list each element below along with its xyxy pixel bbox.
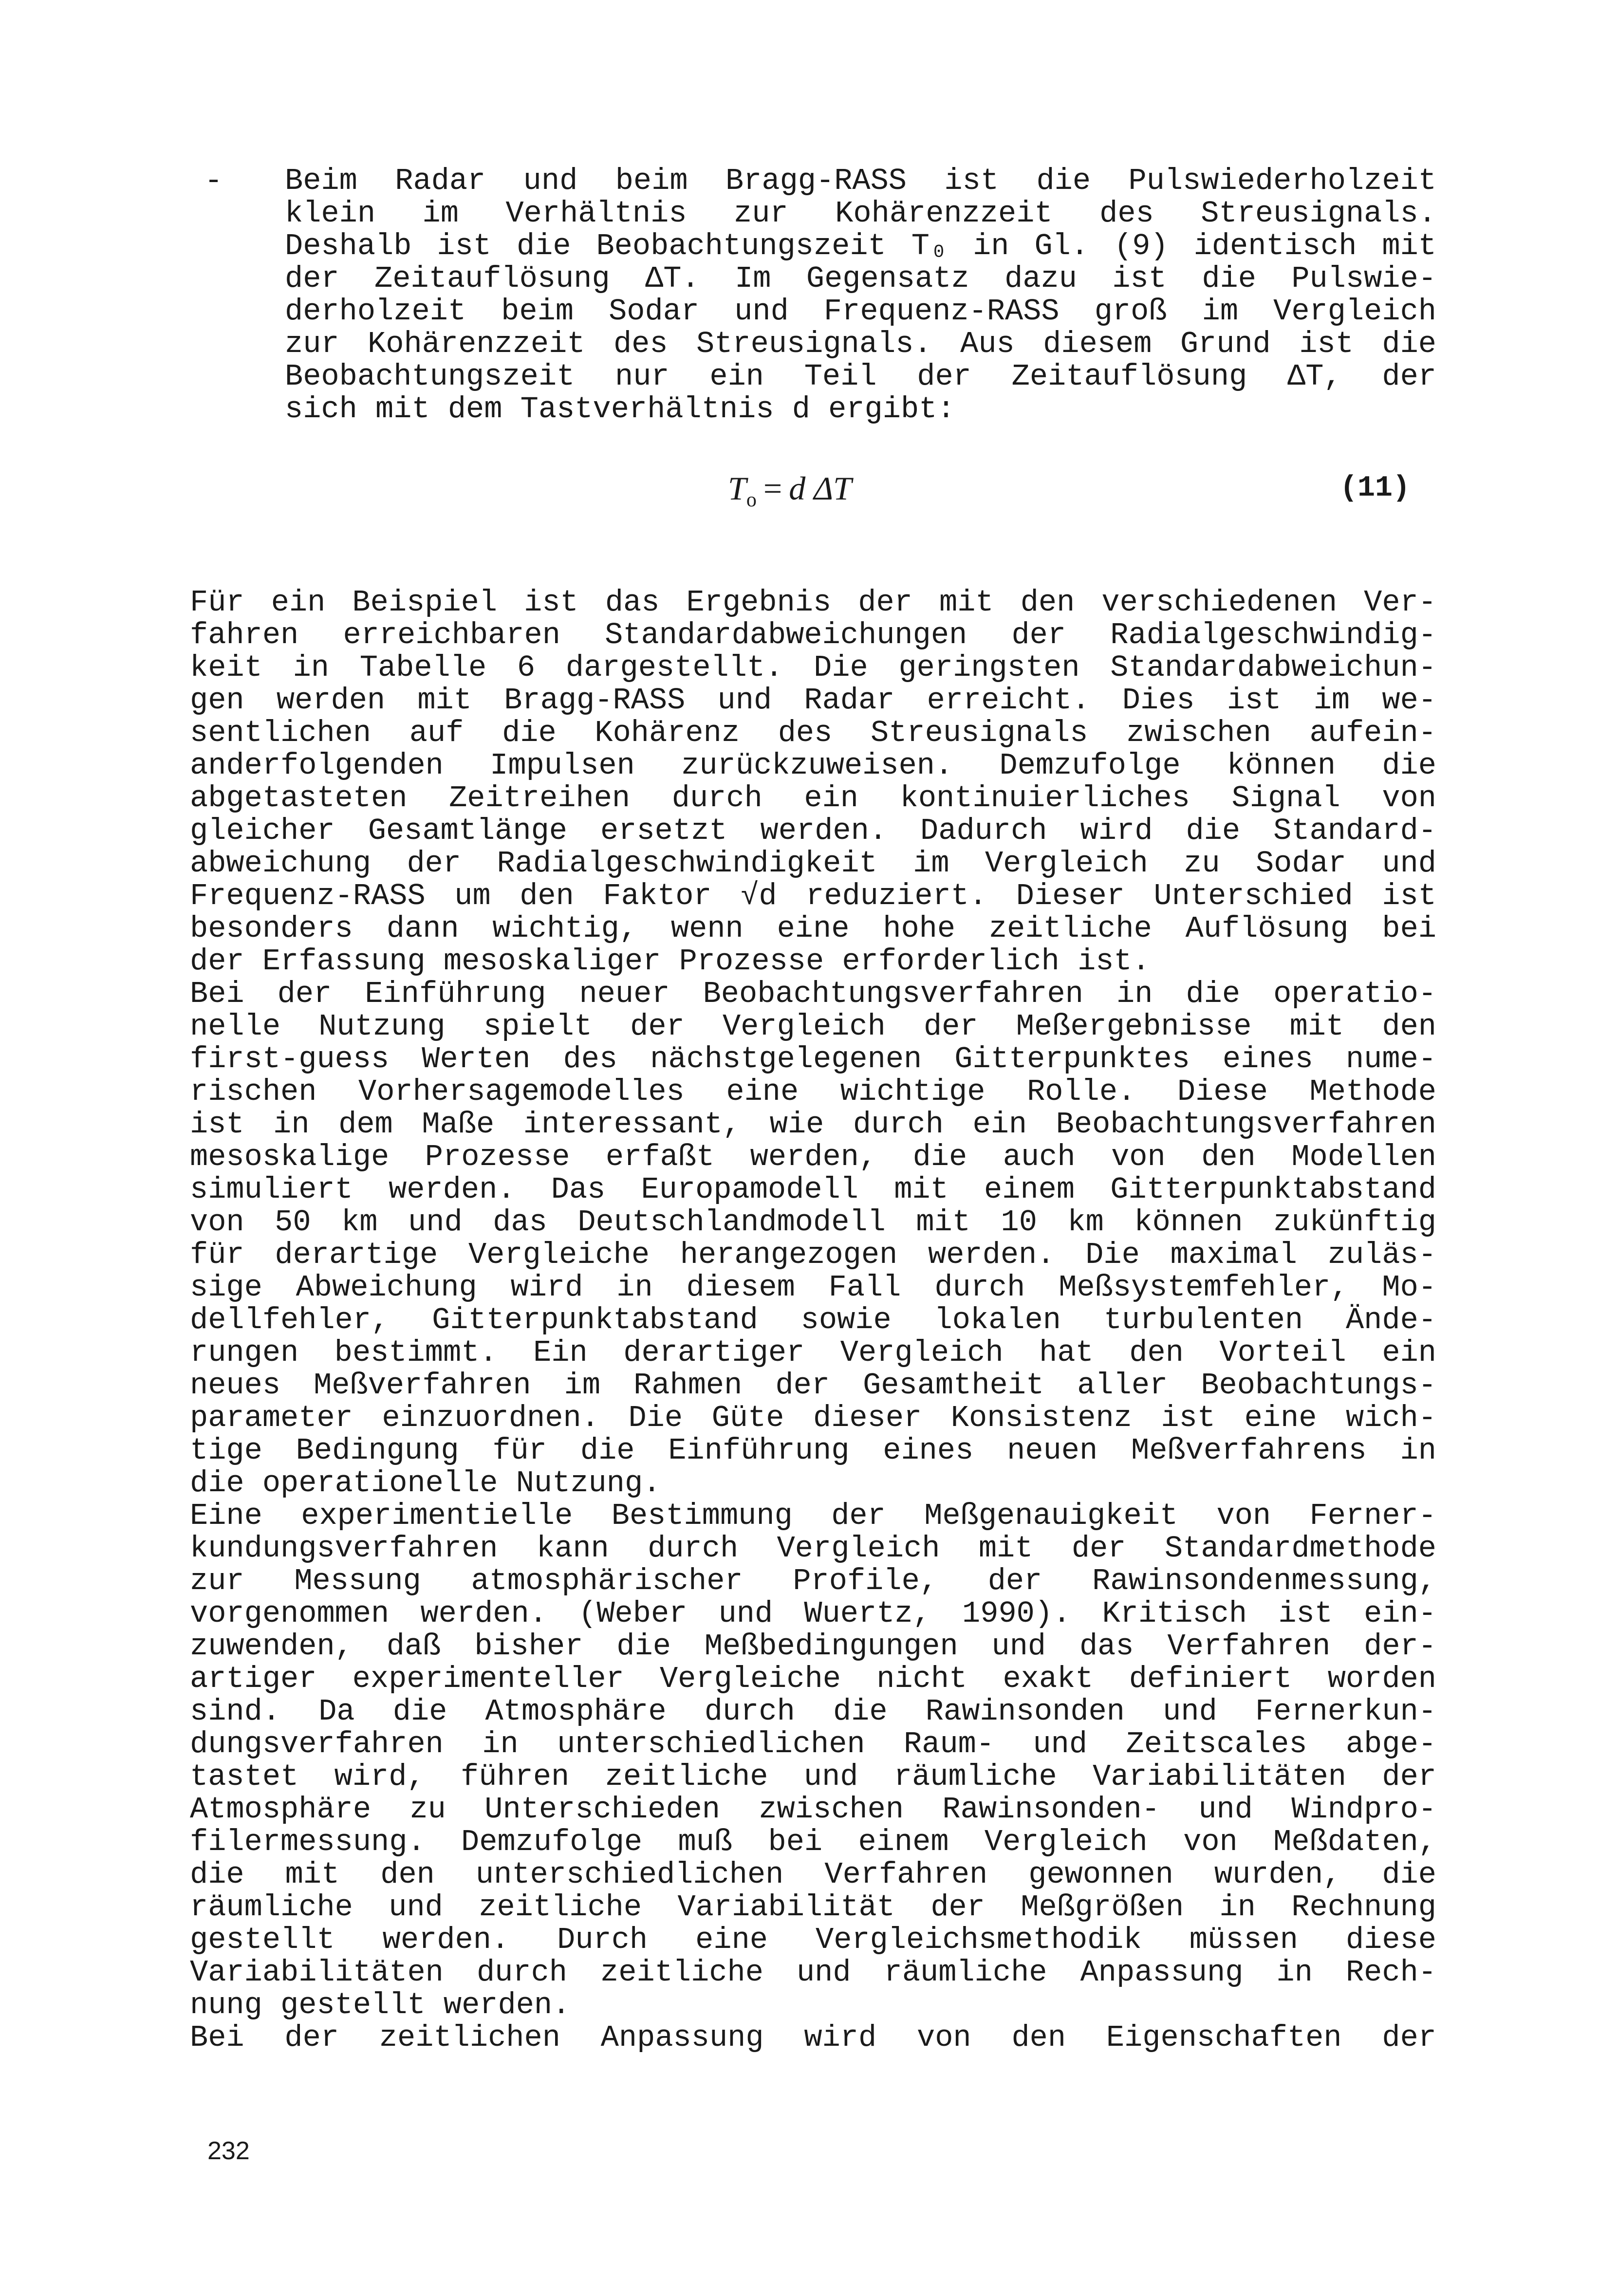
- body-text-line: räumliche und zeitliche Variabilität der Meßgrößen in Rechnung: [190, 1891, 1436, 1924]
- body-text-line: Frequenz-RASS um den Faktor √d reduziert. Dieser Unterschied ist: [190, 880, 1436, 912]
- body-text-line: für derartige Vergleiche herangezogen werden. Die maximal zuläs-: [190, 1239, 1436, 1271]
- body-text-line: abweichung der Radialgeschwindigkeit im Vergleich zu Sodar und: [190, 847, 1436, 880]
- body-text-line: parameter einzuordnen. Die Güte dieser Konsistenz ist eine wich-: [190, 1402, 1436, 1434]
- body-text-line: artiger experimenteller Vergleiche nicht exakt definiert worden: [190, 1663, 1436, 1695]
- body-text: [190, 586, 1436, 2054]
- body-text-line: von 50 km und das Deutschlandmodell mit 10 km können zukünftig: [190, 1206, 1436, 1239]
- body-text-line: die operationelle Nutzung.: [190, 1466, 661, 1500]
- body-text-line: fahren erreichbaren Standardabweichungen der Radialgeschwindig-: [190, 619, 1436, 651]
- body-text-line: filermessung. Demzufolge muß bei einem Vergleich von Meßdaten,: [190, 1826, 1436, 1858]
- body-text-line: mesoskalige Prozesse erfaßt werden, die auch von den Modellen: [190, 1141, 1436, 1173]
- body-text-line: die mit den unterschiedlichen Verfahren gewonnen wurden, die: [190, 1858, 1436, 1891]
- bullet-text-line: sich mit dem Tastverhältnis d ergibt:: [285, 392, 955, 426]
- equation-lhs: T: [728, 470, 746, 507]
- bullet-text-line: der Zeitauflösung ΔT. Im Gegensatz dazu ist die Pulswie-: [285, 262, 1436, 295]
- body-text-line: gleicher Gesamtlänge ersetzt werden. Dadurch wird die Standard-: [190, 815, 1436, 847]
- body-text-line: tige Bedingung für die Einführung eines neuen Meßverfahrens in: [190, 1434, 1436, 1467]
- body-text-line: nung gestellt werden.: [190, 1988, 571, 2022]
- body-text-line: simuliert werden. Das Europamodell mit einem Gitterpunktabstand: [190, 1173, 1436, 1206]
- equation-equals: =: [763, 470, 782, 507]
- bullet-marker: -: [205, 164, 223, 198]
- body-text-line: kundungsverfahren kann durch Vergleich mit der Standardmethode: [190, 1532, 1436, 1565]
- body-text-line: Eine experimentielle Bestimmung der Meßgenauigkeit von Ferner-: [190, 1500, 1436, 1532]
- page-number: 232: [207, 2137, 250, 2165]
- body-text-line: sentlichen auf die Kohärenz des Streusignals zwischen aufein-: [190, 717, 1436, 749]
- equation-lhs-subscript: o: [746, 489, 757, 511]
- body-text-line: zuwenden, daß bisher die Meßbedingungen und das Verfahren der-: [190, 1630, 1436, 1663]
- body-text-line: gen werden mit Bragg-RASS und Radar erreicht. Dies ist im we-: [190, 684, 1436, 717]
- body-text-line: nelle Nutzung spielt der Vergleich der Meßergebnisse mit den: [190, 1010, 1436, 1043]
- bullet-paragraph: [285, 165, 1436, 426]
- bullet-text-line: Deshalb ist die Beobachtungszeit T₀ in Gl. (9) identisch mit: [285, 230, 1436, 262]
- body-text-line: neues Meßverfahren im Rahmen der Gesamtheit aller Beobachtungs-: [190, 1369, 1436, 1402]
- equation-rhs: d ΔT: [789, 470, 852, 507]
- body-text-line: ist in dem Maße interessant, wie durch ein Beobachtungsverfahren: [190, 1108, 1436, 1141]
- body-text-line: rungen bestimmt. Ein derartiger Vergleich hat den Vorteil ein: [190, 1336, 1436, 1369]
- body-text-line: tastet wird, führen zeitliche und räumliche Variabilitäten der: [190, 1760, 1436, 1793]
- body-text-line: keit in Tabelle 6 dargestellt. Die geringsten Standardabweichun-: [190, 651, 1436, 684]
- bullet-text-line: derholzeit beim Sodar und Frequenz-RASS groß im Vergleich: [285, 295, 1436, 328]
- equation-number: (11): [1340, 472, 1411, 505]
- body-text-line: sind. Da die Atmosphäre durch die Rawinsonden und Fernerkun-: [190, 1695, 1436, 1728]
- bullet-text-line: klein im Verhältnis zur Kohärenzzeit des Streusignals.: [285, 197, 1436, 230]
- body-text-line: Für ein Beispiel ist das Ergebnis der mit den verschiedenen Ver-: [190, 586, 1436, 619]
- equation-11: [728, 471, 852, 510]
- body-text-line: Variabilitäten durch zeitliche und räumliche Anpassung in Rech-: [190, 1956, 1436, 1989]
- body-text-line: zur Messung atmosphärischer Profile, der Rawinsondenmessung,: [190, 1565, 1436, 1597]
- body-text-line: anderfolgenden Impulsen zurückzuweisen. Demzufolge können die: [190, 749, 1436, 782]
- body-text-line: dellfehler, Gitterpunktabstand sowie lokalen turbulenten Ände-: [190, 1304, 1436, 1336]
- body-text-line: Bei der zeitlichen Anpassung wird von den Eigenschaften der: [190, 2021, 1436, 2054]
- body-text-line: abgetasteten Zeitreihen durch ein kontinuierliches Signal von: [190, 782, 1436, 815]
- body-text-line: sige Abweichung wird in diesem Fall durch Meßsystemfehler, Mo-: [190, 1271, 1436, 1304]
- body-text-line: besonders dann wichtig, wenn eine hohe zeitliche Auflösung bei: [190, 912, 1436, 945]
- body-text-line: Bei der Einführung neuer Beobachtungsverfahren in die operatio-: [190, 978, 1436, 1010]
- body-text-line: gestellt werden. Durch eine Vergleichsmethodik müssen diese: [190, 1924, 1436, 1956]
- body-text-line: Atmosphäre zu Unterschieden zwischen Rawinsonden- und Windpro-: [190, 1793, 1436, 1826]
- body-text-line: vorgenommen werden. (Weber und Wuertz, 1990). Kritisch ist ein-: [190, 1597, 1436, 1630]
- bullet-text-line: Beim Radar und beim Bragg-RASS ist die Pulswiederholzeit: [285, 165, 1436, 197]
- bullet-text-line: zur Kohärenzzeit des Streusignals. Aus diesem Grund ist die: [285, 328, 1436, 360]
- body-text-line: der Erfassung mesoskaliger Prozesse erforderlich ist.: [190, 944, 1150, 979]
- body-text-line: dungsverfahren in unterschiedlichen Raum- und Zeitscales abge-: [190, 1728, 1436, 1760]
- body-text-line: rischen Vorhersagemodelles eine wichtige Rolle. Diese Methode: [190, 1075, 1436, 1108]
- body-text-line: first-guess Werten des nächstgelegenen Gitterpunktes eines nume-: [190, 1043, 1436, 1075]
- bullet-text-line: Beobachtungszeit nur ein Teil der Zeitauflösung ΔT, der: [285, 360, 1436, 393]
